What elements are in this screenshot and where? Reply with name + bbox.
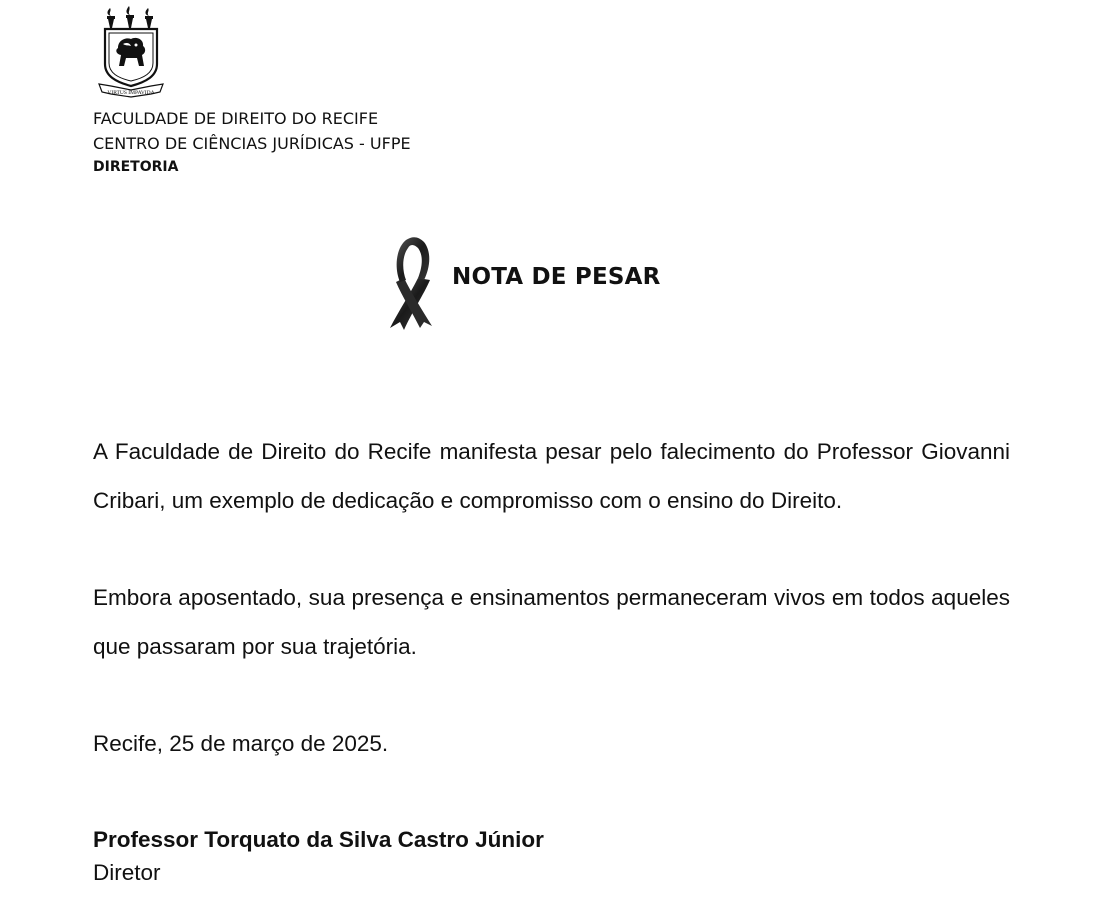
ufpe-emblem-logo [96,6,166,98]
notice-date: Recife, 25 de março de 2025. [93,731,389,756]
page-title: NOTA DE PESAR [452,264,661,290]
institution-header [93,106,411,178]
signature-name: Professor Torquato da Silva Castro Júnior [93,827,544,852]
header-center: CENTRO DE CIÊNCIAS JURÍDICAS - UFPE [93,134,411,153]
mourning-ribbon-icon [384,234,440,330]
notice-paragraph-2: Embora aposentado, sua presença e ensinamentos permaneceram vivos em todos aqueles que passaram por sua trajetória. [93,585,1010,659]
header-department: DIRETORIA [93,159,179,175]
signature-role: Diretor [93,860,161,885]
svg-text:VIRTUS IMPAVIDA: VIRTUS IMPAVIDA [107,90,155,96]
header-faculty: FACULDADE DE DIREITO DO RECIFE [93,109,379,128]
notice-paragraph-1: A Faculdade de Direito do Recife manifesta pesar pelo falecimento do Professor Giovanni Cribari, um exemplo de dedicação e compromisso com o ensino do Direito. [93,439,1010,513]
